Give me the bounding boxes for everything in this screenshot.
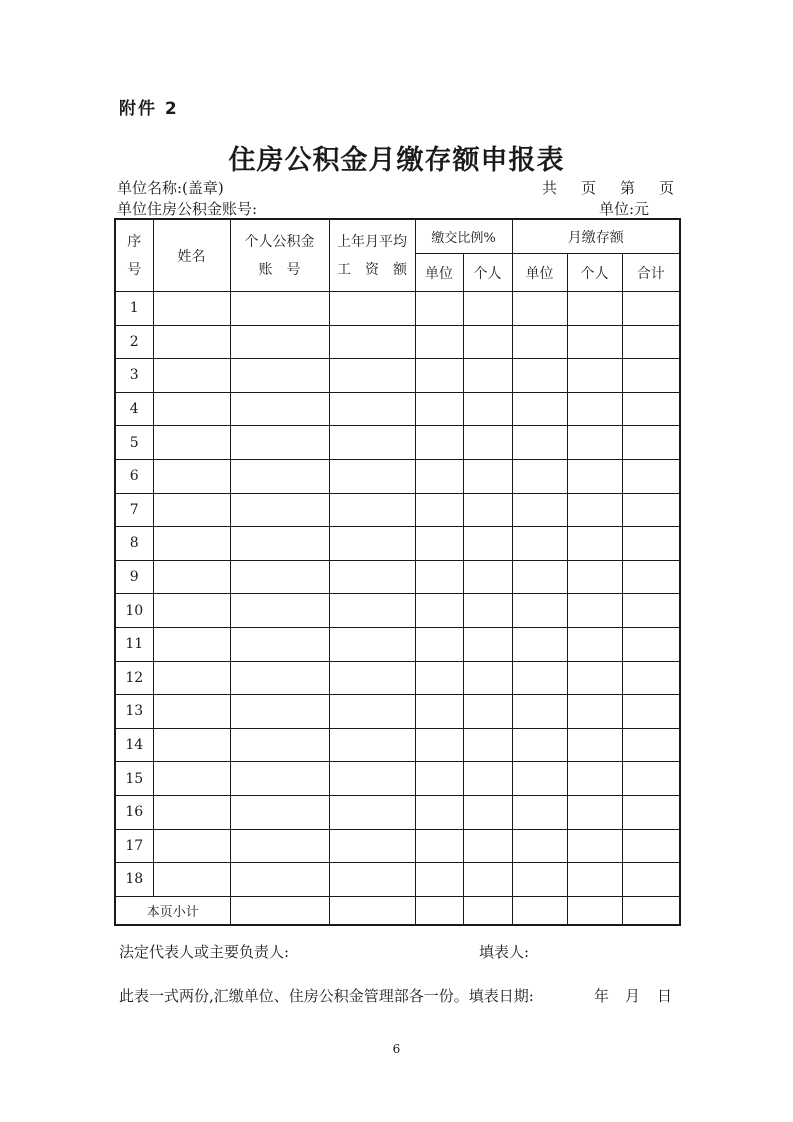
table-row [115, 325, 680, 359]
table-row [115, 292, 680, 326]
salary-cell[interactable] [329, 560, 415, 594]
salary-cell[interactable] [329, 292, 415, 326]
monthly-total-cell[interactable] [622, 728, 680, 762]
monthly-total-cell[interactable] [622, 359, 680, 393]
name-cell[interactable] [153, 359, 230, 393]
row-number: 2 [115, 325, 153, 359]
page-word: 页 [659, 179, 675, 197]
account-cell[interactable] [230, 863, 329, 897]
ratio-unit-cell[interactable] [415, 527, 463, 561]
table-row [115, 560, 680, 594]
ratio-unit-header: 单位 [415, 254, 463, 292]
ratio-personal-cell[interactable] [463, 292, 512, 326]
name-cell[interactable] [153, 426, 230, 460]
monthly-total-cell[interactable] [622, 325, 680, 359]
ratio-unit-cell[interactable] [415, 493, 463, 527]
row-number: 7 [115, 493, 153, 527]
table-row [115, 359, 680, 393]
monthly-personal-cell[interactable] [567, 829, 622, 863]
ratio-personal-cell[interactable] [463, 594, 512, 628]
monthly-total-cell[interactable] [622, 560, 680, 594]
salary-cell[interactable] [329, 359, 415, 393]
monthly-total-cell[interactable] [622, 459, 680, 493]
ratio-personal-cell[interactable] [463, 459, 512, 493]
ratio-unit-cell[interactable] [415, 325, 463, 359]
table-row [115, 795, 680, 829]
subtotal-cell[interactable] [230, 896, 329, 925]
subtotal-cell[interactable] [463, 896, 512, 925]
monthly-personal-cell[interactable] [567, 762, 622, 796]
ratio-unit-cell[interactable] [415, 695, 463, 729]
monthly-unit-cell[interactable] [512, 661, 567, 695]
ratio-unit-cell[interactable] [415, 359, 463, 393]
ratio-unit-cell[interactable] [415, 594, 463, 628]
monthly-personal-cell[interactable] [567, 359, 622, 393]
monthly-unit-cell[interactable] [512, 527, 567, 561]
name-cell[interactable] [153, 292, 230, 326]
name-cell[interactable] [153, 863, 230, 897]
ratio-unit-cell[interactable] [415, 426, 463, 460]
row-number: 15 [115, 762, 153, 796]
ratio-unit-cell[interactable] [415, 459, 463, 493]
name-cell[interactable] [153, 829, 230, 863]
name-cell[interactable] [153, 527, 230, 561]
ratio-unit-cell[interactable] [415, 762, 463, 796]
account-cell[interactable] [230, 527, 329, 561]
representative-label: 法定代表人或主要负责人: [119, 943, 290, 961]
monthly-personal-cell[interactable] [567, 392, 622, 426]
monthly-unit-cell[interactable] [512, 594, 567, 628]
account-cell[interactable] [230, 392, 329, 426]
monthly-total-header: 合计 [622, 254, 680, 292]
monthly-unit-cell[interactable] [512, 292, 567, 326]
salary-cell[interactable] [329, 325, 415, 359]
monthly-total-cell[interactable] [622, 392, 680, 426]
name-cell[interactable] [153, 661, 230, 695]
ratio-personal-cell[interactable] [463, 527, 512, 561]
subtotal-cell[interactable] [567, 896, 622, 925]
attachment-label: 附件 2 [119, 99, 179, 119]
page-number: 6 [392, 1042, 401, 1056]
row-number: 3 [115, 359, 153, 393]
ratio-unit-cell[interactable] [415, 661, 463, 695]
account-label: 单位住房公积金账号: [117, 200, 258, 218]
monthly-personal-cell[interactable] [567, 325, 622, 359]
account-cell[interactable] [230, 594, 329, 628]
table-row [115, 829, 680, 863]
declaration-table [114, 218, 681, 926]
monthly-personal-cell[interactable] [567, 795, 622, 829]
ratio-unit-cell[interactable] [415, 392, 463, 426]
monthly-personal-cell[interactable] [567, 527, 622, 561]
form-title: 住房公积金月缴存额申报表 [228, 145, 565, 176]
row-number: 4 [115, 392, 153, 426]
salary-cell[interactable] [329, 493, 415, 527]
ratio-personal-cell[interactable] [463, 392, 512, 426]
table-row [115, 426, 680, 460]
monthly-unit-header: 单位 [512, 254, 567, 292]
table-row [115, 459, 680, 493]
salary-cell[interactable] [329, 762, 415, 796]
row-number: 13 [115, 695, 153, 729]
account-cell[interactable] [230, 292, 329, 326]
ratio-personal-cell[interactable] [463, 426, 512, 460]
ratio-personal-cell[interactable] [463, 560, 512, 594]
row-number: 12 [115, 661, 153, 695]
monthly-total-cell[interactable] [622, 527, 680, 561]
subtotal-label: 本页小计 [115, 896, 230, 925]
salary-cell[interactable] [329, 829, 415, 863]
monthly-unit-cell[interactable] [512, 560, 567, 594]
name-cell[interactable] [153, 795, 230, 829]
salary-cell[interactable] [329, 863, 415, 897]
year-label: 年 [594, 987, 610, 1005]
ratio-personal-cell[interactable] [463, 863, 512, 897]
account-cell[interactable] [230, 695, 329, 729]
table-row [115, 527, 680, 561]
subtotal-cell[interactable] [512, 896, 567, 925]
ratio-unit-cell[interactable] [415, 627, 463, 661]
monthly-total-cell[interactable] [622, 661, 680, 695]
ratio-unit-cell[interactable] [415, 795, 463, 829]
month-label: 月 [625, 987, 641, 1005]
monthly-personal-cell[interactable] [567, 292, 622, 326]
salary-cell[interactable] [329, 627, 415, 661]
page-no-label: 第 [620, 179, 636, 197]
account-cell[interactable] [230, 426, 329, 460]
day-label: 日 [657, 987, 673, 1005]
row-number: 16 [115, 795, 153, 829]
salary-cell[interactable] [329, 426, 415, 460]
monthly-total-cell[interactable] [622, 695, 680, 729]
salary-header: 上年月平均 工 资 额 [329, 219, 415, 292]
subtotal-cell[interactable] [329, 896, 415, 925]
ratio-unit-cell[interactable] [415, 829, 463, 863]
monthly-total-cell[interactable] [622, 795, 680, 829]
salary-cell[interactable] [329, 392, 415, 426]
seq-header: 序 号 [115, 219, 153, 292]
ratio-unit-cell[interactable] [415, 560, 463, 594]
monthly-unit-cell[interactable] [512, 426, 567, 460]
name-header: 姓名 [153, 219, 230, 292]
name-cell[interactable] [153, 560, 230, 594]
subtotal-cell[interactable] [622, 896, 680, 925]
monthly-personal-cell[interactable] [567, 560, 622, 594]
monthly-personal-cell[interactable] [567, 695, 622, 729]
ratio-personal-cell[interactable] [463, 695, 512, 729]
monthly-unit-cell[interactable] [512, 795, 567, 829]
salary-cell[interactable] [329, 527, 415, 561]
ratio-personal-cell[interactable] [463, 359, 512, 393]
row-number: 17 [115, 829, 153, 863]
table-row [115, 627, 680, 661]
monthly-personal-cell[interactable] [567, 863, 622, 897]
ratio-unit-cell[interactable] [415, 728, 463, 762]
account-cell[interactable] [230, 459, 329, 493]
table-row [115, 392, 680, 426]
pages-word: 页 [581, 179, 597, 197]
name-cell[interactable] [153, 627, 230, 661]
monthly-total-cell[interactable] [622, 829, 680, 863]
monthly-unit-cell[interactable] [512, 459, 567, 493]
name-cell[interactable] [153, 728, 230, 762]
monthly-unit-cell[interactable] [512, 359, 567, 393]
monthly-personal-cell[interactable] [567, 661, 622, 695]
monthly-personal-cell[interactable] [567, 728, 622, 762]
salary-cell[interactable] [329, 594, 415, 628]
monthly-personal-header: 个人 [567, 254, 622, 292]
monthly-total-cell[interactable] [622, 863, 680, 897]
monthly-total-cell[interactable] [622, 762, 680, 796]
monthly-personal-cell[interactable] [567, 426, 622, 460]
account-cell[interactable] [230, 762, 329, 796]
salary-cell[interactable] [329, 661, 415, 695]
row-number: 14 [115, 728, 153, 762]
monthly-personal-cell[interactable] [567, 459, 622, 493]
account-cell[interactable] [230, 493, 329, 527]
ratio-personal-cell[interactable] [463, 627, 512, 661]
name-cell[interactable] [153, 493, 230, 527]
table-row [115, 762, 680, 796]
table-row [115, 863, 680, 897]
monthly-header: 月缴存额 [512, 219, 680, 254]
account-cell[interactable] [230, 627, 329, 661]
table-row [115, 594, 680, 628]
account-cell[interactable] [230, 661, 329, 695]
ratio-personal-header: 个人 [463, 254, 512, 292]
name-cell[interactable] [153, 762, 230, 796]
page-count-label [542, 177, 674, 198]
name-cell[interactable] [153, 459, 230, 493]
subtotal-cell[interactable] [415, 896, 463, 925]
monthly-total-cell[interactable] [622, 594, 680, 628]
monthly-total-cell[interactable] [622, 627, 680, 661]
ratio-unit-cell[interactable] [415, 863, 463, 897]
table-row [115, 493, 680, 527]
monthly-total-cell[interactable] [622, 493, 680, 527]
row-number: 10 [115, 594, 153, 628]
monthly-unit-cell[interactable] [512, 695, 567, 729]
ratio-personal-cell[interactable] [463, 661, 512, 695]
account-cell[interactable] [230, 728, 329, 762]
monthly-total-cell[interactable] [622, 292, 680, 326]
monthly-unit-cell[interactable] [512, 325, 567, 359]
salary-cell[interactable] [329, 728, 415, 762]
monthly-unit-cell[interactable] [512, 627, 567, 661]
salary-cell[interactable] [329, 695, 415, 729]
ratio-personal-cell[interactable] [463, 829, 512, 863]
table-row [115, 695, 680, 729]
ratio-personal-cell[interactable] [463, 762, 512, 796]
account-cell[interactable] [230, 359, 329, 393]
account-cell[interactable] [230, 325, 329, 359]
ratio-unit-cell[interactable] [415, 292, 463, 326]
monthly-total-cell[interactable] [622, 426, 680, 460]
row-number: 18 [115, 863, 153, 897]
filler-label: 填表人: [479, 943, 530, 961]
table-row [115, 728, 680, 762]
name-cell[interactable] [153, 695, 230, 729]
currency-unit-label: 单位:元 [599, 200, 650, 218]
name-cell[interactable] [153, 392, 230, 426]
salary-cell[interactable] [329, 795, 415, 829]
monthly-unit-cell[interactable] [512, 863, 567, 897]
monthly-unit-cell[interactable] [512, 493, 567, 527]
account-cell[interactable] [230, 795, 329, 829]
table-row [115, 661, 680, 695]
row-number: 11 [115, 627, 153, 661]
ratio-header: 缴交比例% [415, 219, 512, 254]
copies-note: 此表一式两份,汇缴单位、住房公积金管理部各一份。填表日期: [119, 987, 534, 1005]
row-number: 5 [115, 426, 153, 460]
monthly-unit-cell[interactable] [512, 728, 567, 762]
account-cell[interactable] [230, 829, 329, 863]
monthly-personal-cell[interactable] [567, 627, 622, 661]
row-number: 1 [115, 292, 153, 326]
row-number: 8 [115, 527, 153, 561]
row-number: 6 [115, 459, 153, 493]
ratio-personal-cell[interactable] [463, 325, 512, 359]
total-label: 共 [542, 179, 558, 197]
ratio-personal-cell[interactable] [463, 728, 512, 762]
ratio-personal-cell[interactable] [463, 493, 512, 527]
name-cell[interactable] [153, 325, 230, 359]
row-number: 9 [115, 560, 153, 594]
unit-name-label: 单位名称:(盖章) [117, 179, 224, 197]
monthly-unit-cell[interactable] [512, 829, 567, 863]
name-cell[interactable] [153, 594, 230, 628]
monthly-personal-cell[interactable] [567, 493, 622, 527]
salary-cell[interactable] [329, 459, 415, 493]
monthly-unit-cell[interactable] [512, 762, 567, 796]
ratio-personal-cell[interactable] [463, 795, 512, 829]
account-header: 个人公积金 账 号 [230, 219, 329, 292]
monthly-personal-cell[interactable] [567, 594, 622, 628]
monthly-unit-cell[interactable] [512, 392, 567, 426]
account-cell[interactable] [230, 560, 329, 594]
